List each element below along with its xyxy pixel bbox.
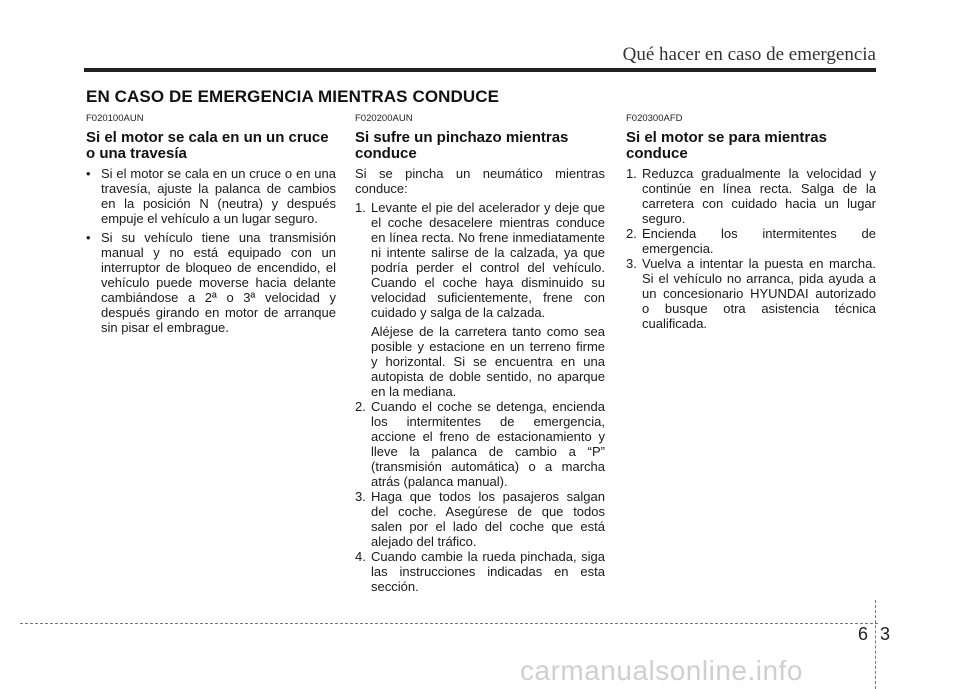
section-heading: Si el motor se para mientras conduce <box>626 129 827 162</box>
sub-paragraph: Aléjese de la carretera tanto como sea posible y estacione en un terreno firme y horizontal. Si se encuentra en una autopista de doble sentido, no aparque en la mediana. <box>371 324 605 399</box>
column-flat-tire <box>355 113 605 594</box>
section-code: F020300AFD <box>626 113 683 124</box>
bullet-icon: • <box>86 166 91 181</box>
column-engine-stall-crossing <box>86 113 336 339</box>
section-heading: Si sufre un pinchazo mientras conduce <box>355 129 569 162</box>
page-number: 3 <box>880 624 891 644</box>
list-item: 3. Haga que todos los pasajeros salgan del coche. Asegúrese de que todos salen por el lado del coche que está alejado del tráfico. <box>355 489 605 549</box>
intro-paragraph: Si se pincha un neumático mientras conduce: <box>355 166 605 196</box>
chapter-number: 6 <box>858 624 869 644</box>
list-item: 3. Vuelva a intentar la puesta en marcha. Si el vehículo no arranca, pida ayuda a un concesionario HYUNDAI autorizado o busque otra asistencia técnica cualificada. <box>626 256 876 331</box>
list-item: 1. Levante el pie del acelerador y deje que el coche desacelere mientras conduce en línea recta. No frene inmediatamente ni intente salirse de la calzada, ya que podría perder el control del vehículo. Cuando el coche haya disminuido su velocidad suficientemente, frene con cuidado y salga de la calzada. <box>355 200 605 320</box>
numbered-list <box>355 399 605 594</box>
bullet-list <box>86 166 336 335</box>
header-rule <box>84 68 876 72</box>
footer-divider <box>875 600 876 689</box>
numbered-list <box>626 166 876 331</box>
section-code: F020100AUN <box>86 113 144 124</box>
list-item: • Si el motor se cala en un cruce o en una travesía, ajuste la palanca de cambios en la posición N (neutra) y después empuje el vehículo a un lugar seguro. <box>86 166 336 226</box>
watermark: carmanualsonline.info <box>520 655 803 686</box>
list-item: • Si su vehículo tiene una transmisión manual y no está equipado con un interruptor de bloqueo de encendido, el vehículo puede moverse hacia delante cambiándose a 2ª o 3ª velocidad y después girando en motor de arranque sin pisar el embrague. <box>86 230 336 335</box>
list-item: 2. Cuando el coche se detenga, encienda los intermitentes de emergencia, accione el freno de estacionamiento y lleve la palanca de cambio a “P” (transmisión automática) o a marcha atrás (palanca manual). <box>355 399 605 489</box>
list-item: 4. Cuando cambie la rueda pinchada, siga las instrucciones indicadas en esta sección. <box>355 549 605 594</box>
footer-rule <box>20 623 878 624</box>
bullet-icon: • <box>86 230 91 245</box>
list-item: 2. Encienda los intermitentes de emergencia. <box>626 226 876 256</box>
section-code: F020200AUN <box>355 113 413 124</box>
list-item: 1. Reduzca gradualmente la velocidad y continúe en línea recta. Salga de la carretera con cuidado hacia un lugar seguro. <box>626 166 876 226</box>
section-title: EN CASO DE EMERGENCIA MIENTRAS CONDUCE <box>86 87 500 106</box>
column-engine-stops-driving <box>626 113 876 331</box>
chapter-title: Qué hacer en caso de emergencia <box>622 44 876 65</box>
numbered-list <box>355 200 605 320</box>
section-heading: Si el motor se cala en un un cruce o una travesía <box>86 129 329 162</box>
